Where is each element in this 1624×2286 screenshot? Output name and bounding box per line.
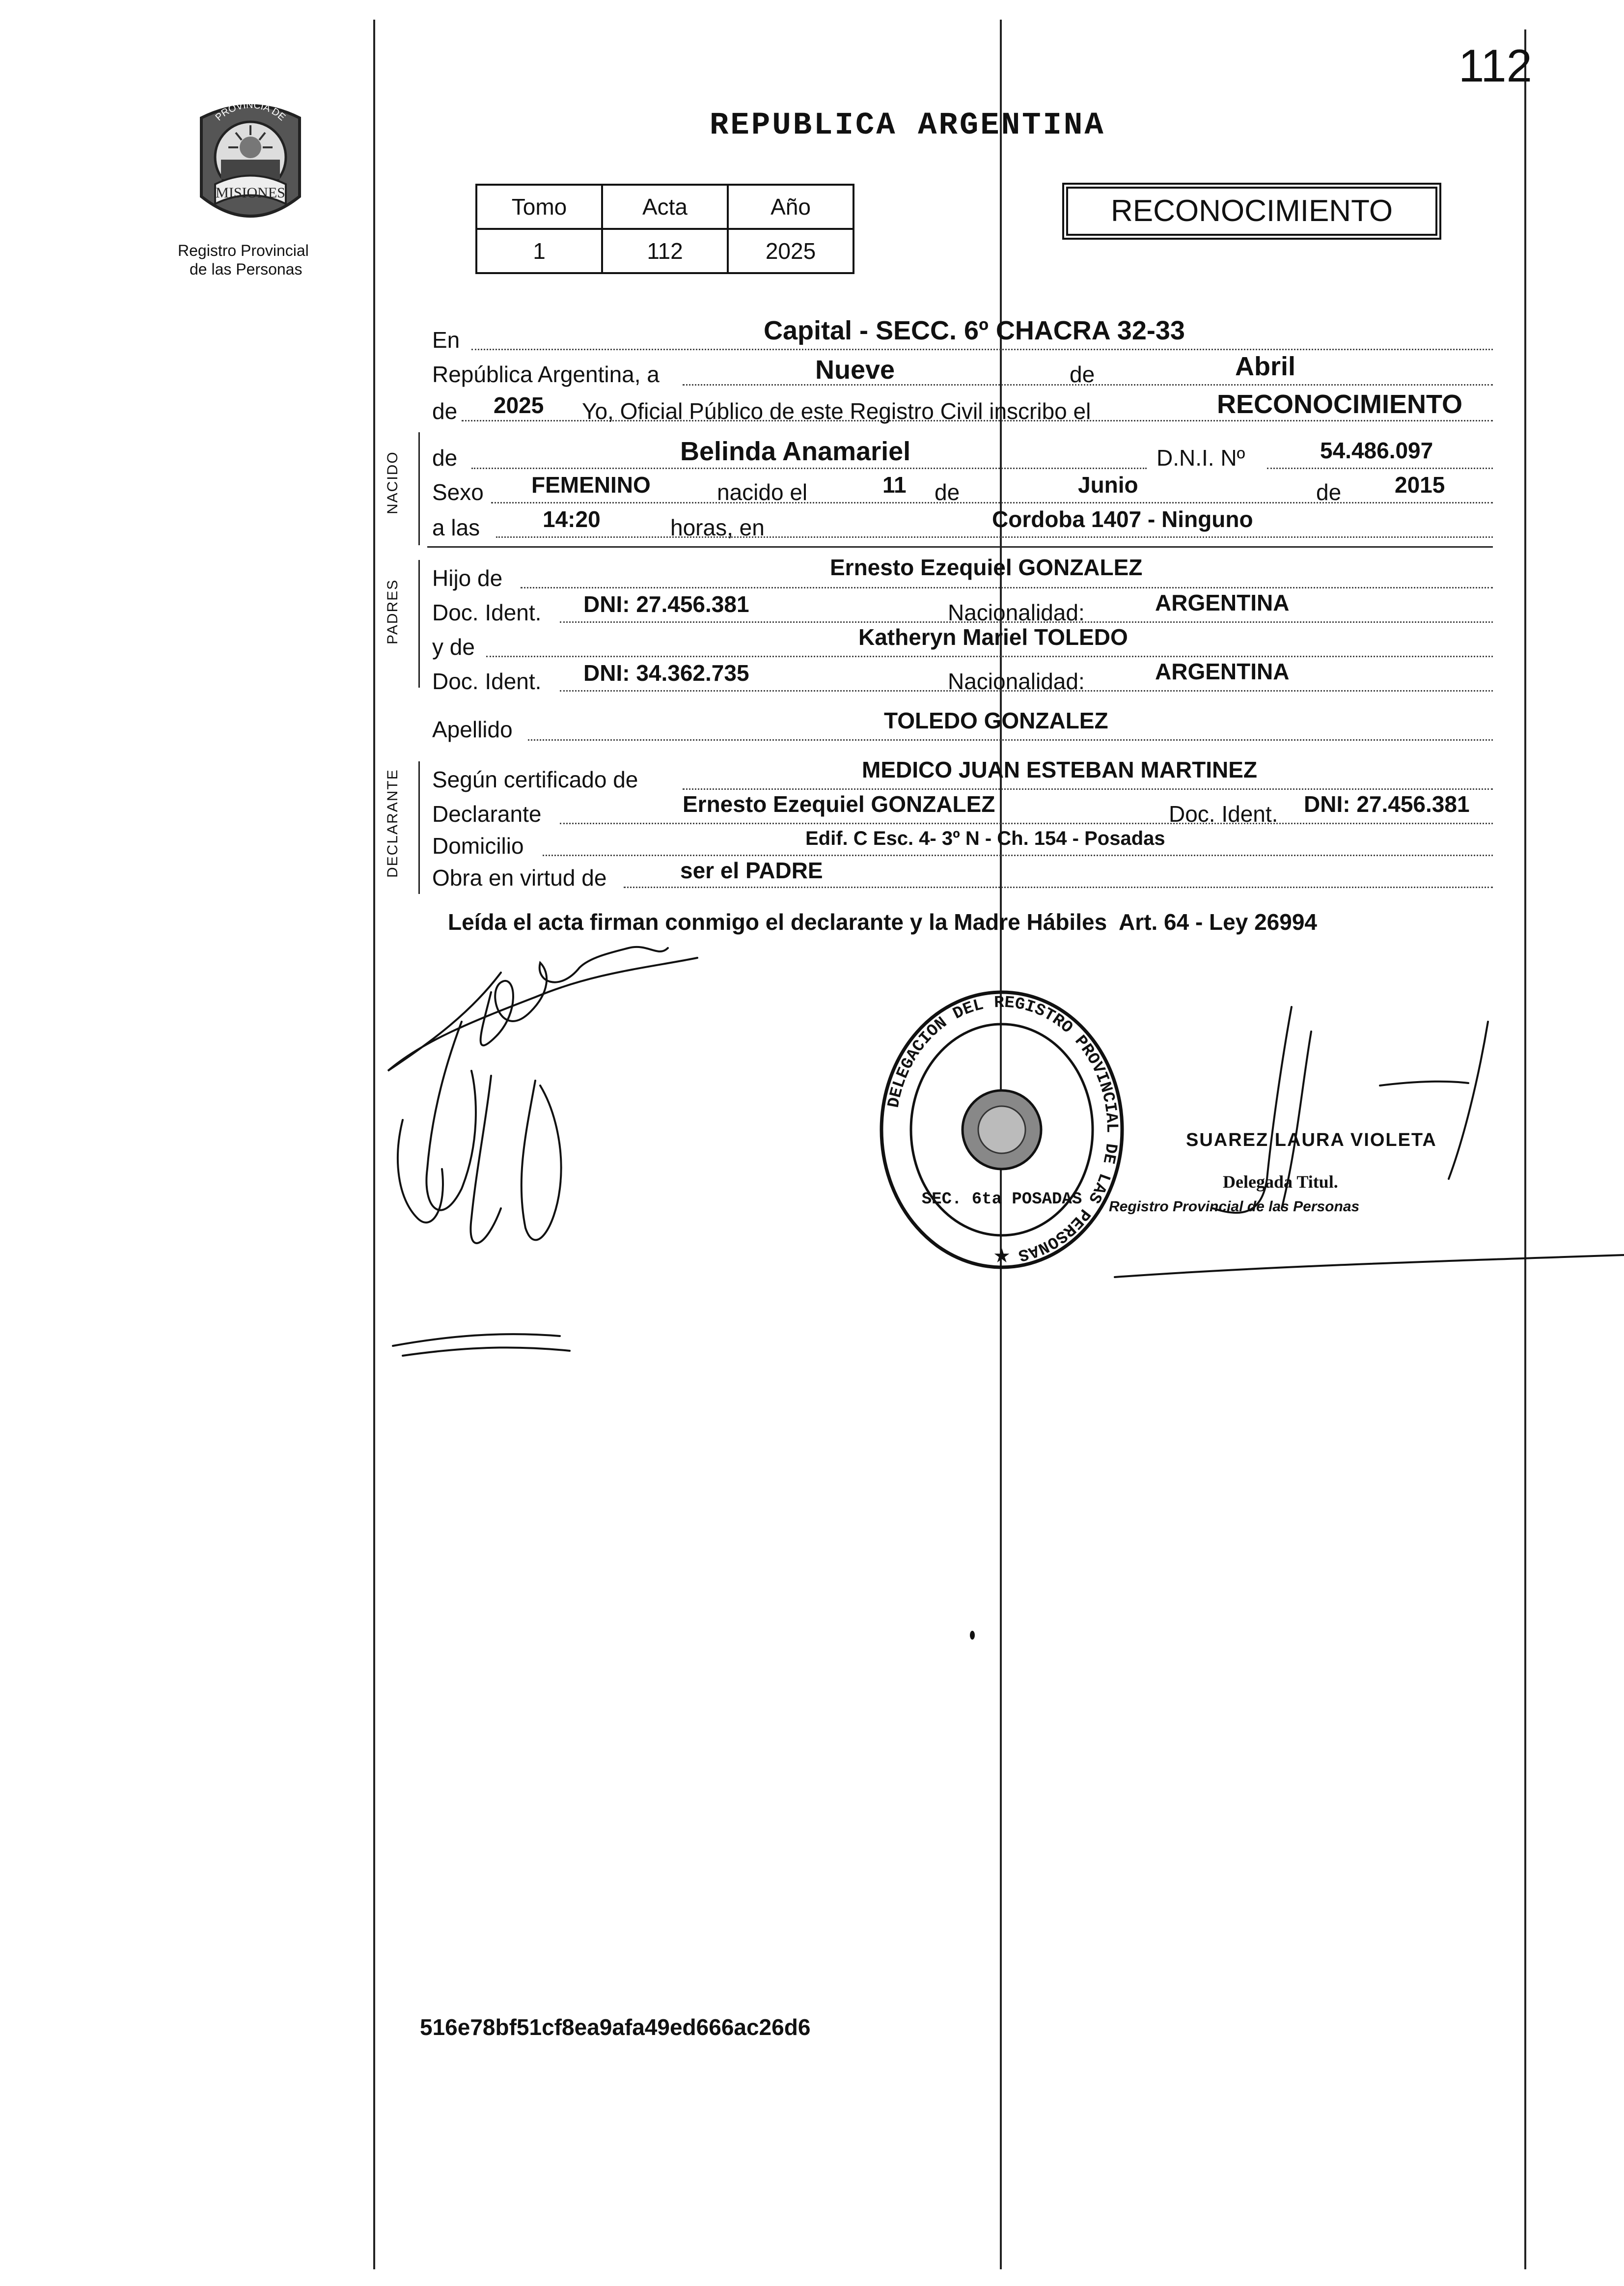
section-declarante: DECLARANTE bbox=[385, 769, 401, 878]
label-certificado: Según certificado de bbox=[432, 767, 638, 792]
value-act-type: RECONOCIMIENTO bbox=[1217, 390, 1463, 419]
dotline-name bbox=[471, 468, 1147, 469]
label-y-de: y de bbox=[432, 634, 475, 660]
record-table bbox=[475, 184, 854, 274]
label-declarante-doc: Doc. Ident. bbox=[1169, 801, 1278, 827]
table-value-tomo: 1 bbox=[476, 229, 602, 273]
table-header-ano: Año bbox=[728, 185, 853, 229]
official-signature bbox=[1105, 1002, 1624, 1307]
label-a-las: a las bbox=[432, 515, 480, 540]
table-header-tomo: Tomo bbox=[476, 185, 602, 229]
dotline-obra bbox=[624, 887, 1493, 888]
stamp-ring-text: DELEGACION DEL REGISTRO PROVINCIAL DE LAS PERSONAS bbox=[884, 993, 1121, 1264]
value-father-doc: DNI: 27.456.381 bbox=[583, 591, 749, 617]
dotline-time bbox=[496, 536, 1493, 538]
value-certificado: MEDICO JUAN ESTEBAN MARTINEZ bbox=[862, 757, 1258, 782]
value-declarante-doc: DNI: 27.456.381 bbox=[1304, 791, 1470, 817]
label-nacido-el: nacido el bbox=[717, 479, 808, 505]
logo-caption-2: de las Personas bbox=[190, 260, 303, 278]
value-mother-nationality: ARGENTINA bbox=[1155, 659, 1290, 684]
label-father-doc: Doc. Ident. bbox=[432, 600, 542, 625]
official-registry: Registro Provincial de las Personas bbox=[1109, 1199, 1360, 1215]
label-de-birth-month: de bbox=[935, 479, 960, 505]
label-horas-en: horas, en bbox=[670, 515, 765, 540]
label-mother-doc: Doc. Ident. bbox=[432, 669, 542, 694]
label-obra: Obra en virtud de bbox=[432, 865, 607, 891]
value-father-name: Ernesto Ezequiel GONZALEZ bbox=[830, 555, 1143, 580]
value-obra: ser el PADRE bbox=[680, 858, 823, 883]
label-hijo-de: Hijo de bbox=[432, 565, 503, 591]
value-mother-doc: DNI: 34.362.735 bbox=[583, 660, 749, 686]
declarante-bracket bbox=[418, 761, 420, 894]
value-apellido: TOLEDO GONZALEZ bbox=[884, 708, 1108, 733]
document-hash: 516e78bf51cf8ea9afa49ed666ac26d6 bbox=[420, 2014, 811, 2040]
label-father-nationality: Nacionalidad: bbox=[948, 600, 1085, 625]
nacido-bracket bbox=[418, 432, 420, 545]
label-declarante: Declarante bbox=[432, 801, 542, 827]
logo-caption-1: Registro Provincial bbox=[178, 242, 309, 259]
label-dni: D.N.I. Nº bbox=[1156, 445, 1245, 471]
table-value-acta: 112 bbox=[602, 229, 728, 273]
svg-text:★: ★ bbox=[993, 1245, 1011, 1267]
label-de-birth-year: de bbox=[1316, 479, 1342, 505]
logo-arc-text: PROVINCIA DE bbox=[213, 99, 288, 123]
label-sexo: Sexo bbox=[432, 479, 484, 505]
value-sexo: FEMENINO bbox=[531, 472, 651, 498]
value-declarante-name: Ernesto Ezequiel GONZALEZ bbox=[683, 791, 995, 817]
logo-band-text: MISIONES bbox=[216, 185, 285, 201]
page-number: 112 bbox=[1459, 40, 1532, 91]
value-birth-place: Cordoba 1407 - Ninguno bbox=[992, 506, 1253, 532]
label-de-month: de bbox=[1070, 362, 1095, 387]
label-mother-nationality: Nacionalidad: bbox=[948, 669, 1085, 694]
value-birth-day: 11 bbox=[882, 472, 907, 498]
label-de-year: de bbox=[432, 398, 458, 424]
label-domicilio: Domicilio bbox=[432, 833, 524, 859]
padres-bracket bbox=[418, 560, 420, 688]
value-domicilio: Edif. C Esc. 4- 3º N - Ch. 154 - Posadas bbox=[805, 828, 1165, 849]
section-nacido: NACIDO bbox=[385, 451, 401, 514]
dotline-certificado bbox=[683, 788, 1493, 790]
official-title: Delegada Titul. bbox=[1223, 1172, 1338, 1192]
stamp-inner-text: SEC. 6ta POSADAS bbox=[921, 1190, 1082, 1209]
dotline-sexo bbox=[491, 502, 1493, 503]
value-father-nationality: ARGENTINA bbox=[1155, 590, 1290, 615]
section-padres: PADRES bbox=[385, 579, 401, 644]
label-apellido: Apellido bbox=[432, 717, 513, 742]
closing-text: Leída el acta firman conmigo el declarante y la Madre Hábiles Art. 64 - Ley 26994 bbox=[448, 909, 1318, 935]
dotline-apellido bbox=[528, 739, 1493, 741]
value-mother-name: Katheryn Mariel TOLEDO bbox=[858, 624, 1128, 650]
value-month: Abril bbox=[1235, 352, 1296, 381]
label-en: En bbox=[432, 327, 460, 353]
value-year: 2025 bbox=[494, 392, 544, 418]
act-type-box: RECONOCIMIENTO bbox=[1066, 187, 1437, 236]
label-oficial: Yo, Oficial Público de este Registro Civil inscribo el bbox=[582, 398, 1091, 424]
value-time: 14:20 bbox=[543, 506, 601, 532]
dotline-mother bbox=[486, 656, 1493, 657]
dotline-en bbox=[471, 349, 1493, 350]
official-name: SUAREZ LAURA VIOLETA bbox=[1186, 1130, 1437, 1150]
dotline-dni bbox=[1267, 468, 1493, 469]
table-value-ano: 2025 bbox=[728, 229, 853, 273]
value-place: Capital - SECC. 6º CHACRA 32-33 bbox=[764, 316, 1185, 345]
country-title: REPUBLICA ARGENTINA bbox=[710, 108, 1105, 143]
value-birth-month: Junio bbox=[1078, 472, 1138, 498]
value-day: Nueve bbox=[815, 355, 895, 385]
ink-dot bbox=[970, 1631, 975, 1640]
province-logo bbox=[187, 98, 314, 231]
table-header-acta: Acta bbox=[602, 185, 728, 229]
dotline-father bbox=[521, 587, 1493, 588]
label-de-name: de bbox=[432, 445, 458, 471]
official-stamp bbox=[879, 987, 1125, 1282]
dotline-domicilio bbox=[543, 855, 1493, 856]
value-child-dni: 54.486.097 bbox=[1320, 438, 1433, 463]
declarant-signatures bbox=[373, 914, 864, 1385]
value-child-name: Belinda Anamariel bbox=[680, 437, 911, 466]
dotline-declarante bbox=[560, 823, 1493, 824]
label-republica: República Argentina, a bbox=[432, 362, 660, 387]
value-birth-year: 2015 bbox=[1395, 472, 1445, 498]
rule-nacido bbox=[427, 546, 1493, 548]
